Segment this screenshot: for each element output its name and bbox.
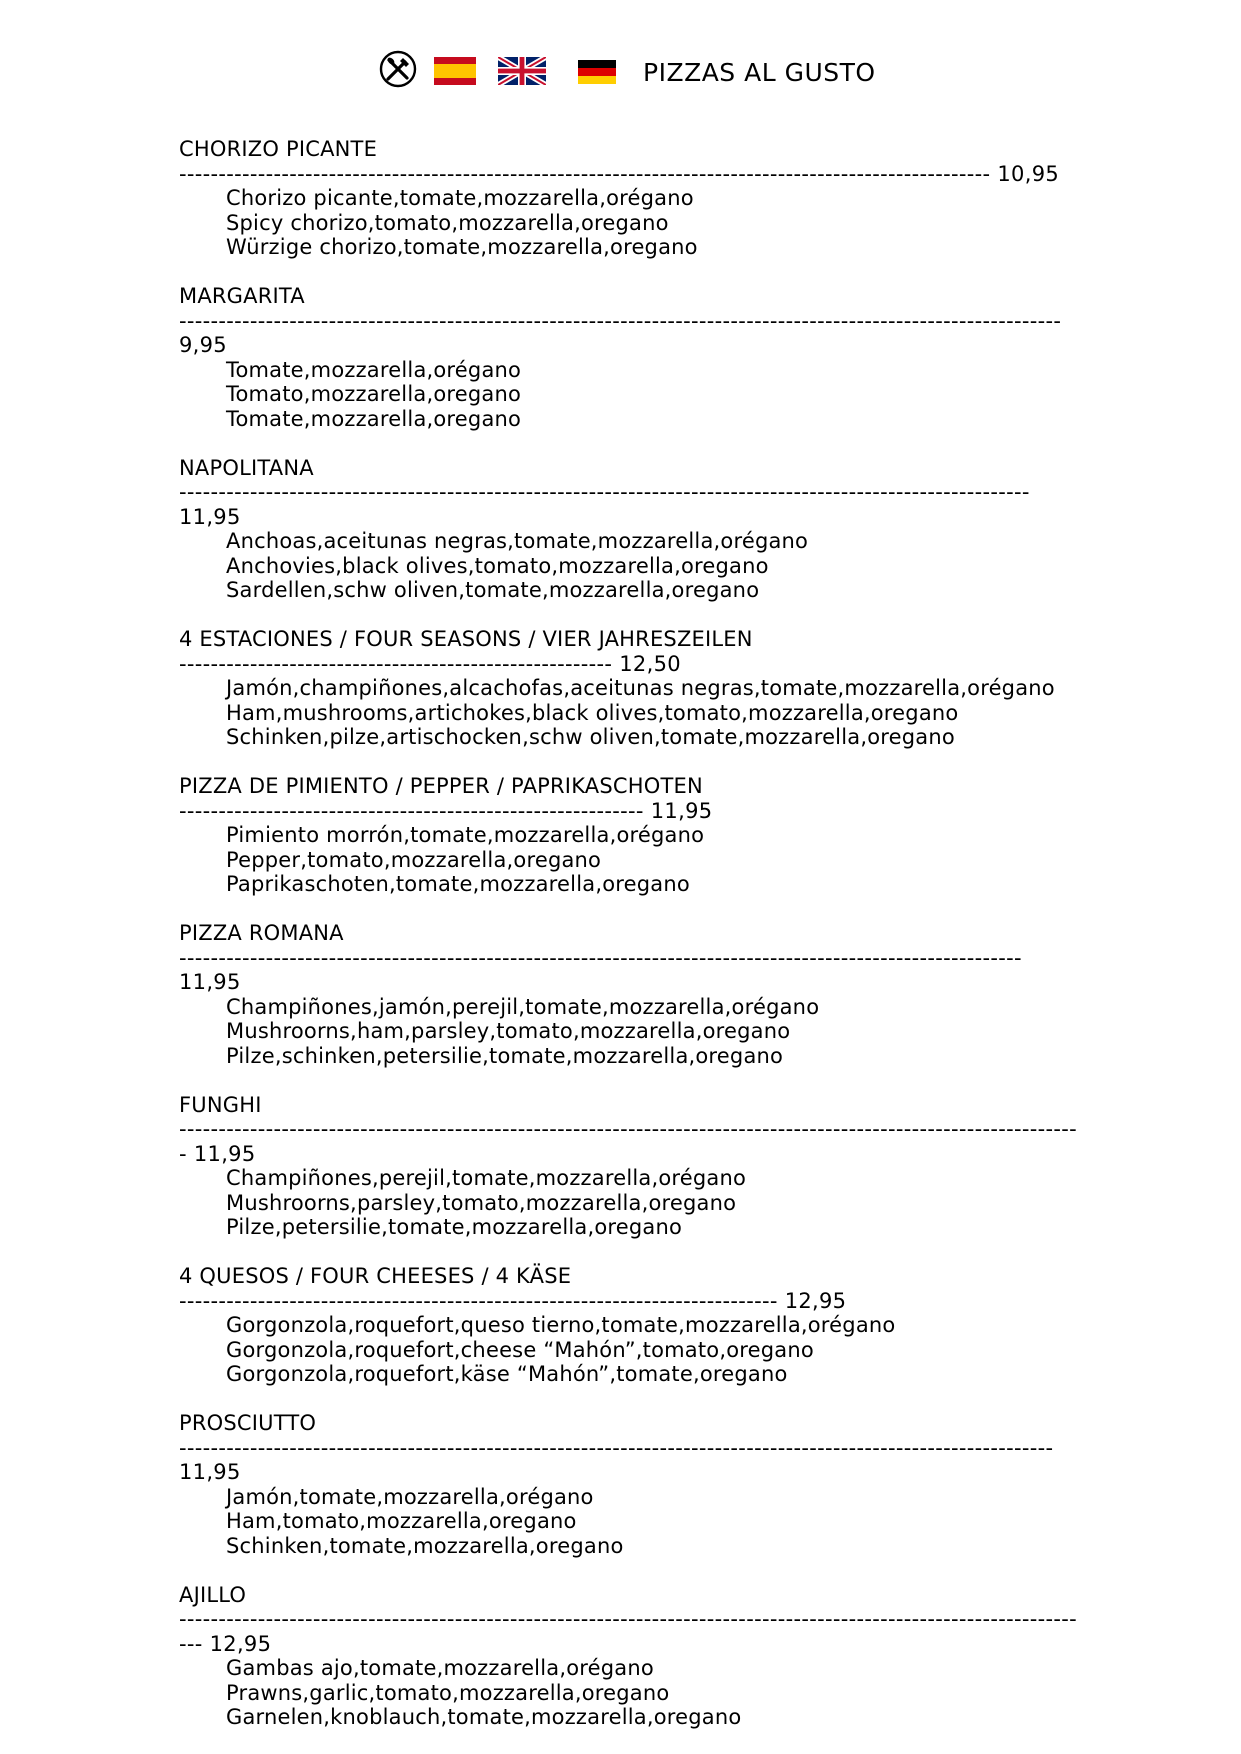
page-header (0, 48, 1241, 98)
menu-item-description: Würzige chorizo,tomate,mozzarella,oregano (226, 235, 698, 259)
menu-item-price-line (179, 1289, 1079, 1314)
menu-item-description: Tomato,mozzarella,oregano (226, 382, 522, 406)
menu-item-price: 9,95 (179, 333, 227, 357)
menu-item-name: MARGARITA (179, 284, 305, 308)
menu-item-description: Jamón,tomate,mozzarella,orégano (226, 1484, 594, 1509)
menu-item-name: NAPOLITANA (179, 455, 314, 480)
menu-item-description: Mushroorns,parsley,tomato,mozzarella,oregano (226, 1190, 737, 1215)
menu-item-price-line (179, 946, 1079, 995)
menu-item (179, 284, 1079, 431)
menu-item-price: 11,95 (179, 504, 241, 529)
menu-item-description: Pepper,tomato,mozzarella,oregano (226, 847, 602, 872)
menu-item-description: Spicy chorizo,tomato,mozzarella,oregano (226, 210, 669, 235)
uk-flag-icon (498, 57, 546, 85)
leader-dashes: --------------------------------------------------------------------------------------------------------------------- (179, 1607, 1078, 1656)
menu-item-description: Chorizo picante,tomate,mozzarella,orégano (226, 186, 694, 210)
cutlery-icon (379, 50, 417, 88)
menu-item-description: Gambas ajo,tomate,mozzarella,orégano (226, 1656, 654, 1680)
menu-item-description: Pilze,petersilie,tomate,mozzarella,oregano (226, 1215, 683, 1239)
menu-item-price-line (179, 1436, 1079, 1485)
menu-item-price: 11,95 (179, 970, 241, 994)
menu-item-name: PIZZA DE PIMIENTO / PEPPER / PAPRIKASCHOTEN (179, 774, 703, 798)
menu-item-description: Gorgonzola,roquefort,cheese “Mahón”,tomato,oregano (226, 1337, 814, 1362)
menu-item-price: 12,50 (619, 651, 681, 676)
menu-item-description: Jamón,champiñones,alcachofas,aceitunas negras,tomate,mozzarella,orégano (226, 676, 1055, 700)
menu-item-price: 11,95 (193, 1141, 256, 1166)
menu-item-name: AJILLO (179, 1582, 247, 1607)
menu-item-price-line (179, 1117, 1079, 1166)
leader-dashes: ---------------------------------------------------------------------------------------------------------------- (179, 308, 1062, 333)
menu-item-description: Garnelen,knoblauch,tomate,mozzarella,oregano (226, 1705, 742, 1729)
menu-item-name: FUNGHI (179, 1092, 262, 1117)
germany-flag-icon (578, 60, 616, 84)
menu-item-description: Ham,tomato,mozzarella,oregano (226, 1509, 577, 1533)
menu-item-description: Anchoas,aceitunas negras,tomate,mozzarella,orégano (226, 529, 809, 553)
leader-dashes: ------------------------------------------------------------------------------------------------------------------- (179, 1117, 1078, 1166)
menu-item-description: Sardellen,schw oliven,tomate,mozzarella,oregano (226, 578, 760, 602)
leader-dashes: ----------------------------------------------------------- (179, 798, 644, 823)
spain-flag-icon (434, 57, 476, 85)
menu-item-name: 4 QUESOS / FOUR CHEESES / 4 KÄSE (179, 1264, 572, 1288)
leader-dashes: ------------------------------------------------------------------------------------------------------- (179, 161, 991, 186)
menu-item-price: 11,95 (179, 1460, 241, 1484)
leader-dashes: --------------------------------------------------------------------------------------------------------------- (179, 1435, 1054, 1460)
menu-item-price-line (179, 652, 1079, 677)
menu-item-price-line (179, 309, 1079, 358)
menu-item-description: Gorgonzola,roquefort,queso tierno,tomate,mozzarella,orégano (226, 1313, 896, 1337)
menu-item-description: Tomate,mozzarella,orégano (226, 357, 522, 382)
menu-item-description: Mushroorns,ham,parsley,tomato,mozzarella,oregano (226, 1019, 791, 1043)
leader-dashes: ---------------------------------------------------------------------------- (179, 1288, 778, 1313)
menu-item (179, 1411, 1079, 1558)
menu-item-price-line (179, 799, 1079, 824)
menu-item (179, 1264, 1079, 1387)
menu-item-price-line (179, 1607, 1079, 1656)
menu-item-description: Prawns,garlic,tomato,mozzarella,oregano (226, 1680, 670, 1705)
menu-item-name: CHORIZO PICANTE (179, 137, 378, 161)
menu-item-description: Ham,mushrooms,artichokes,black olives,tomato,mozzarella,oregano (226, 700, 959, 725)
menu-item-description: Champiñones,perejil,tomate,mozzarella,orégano (226, 1166, 747, 1190)
menu-item (179, 456, 1079, 603)
menu-item-name: PIZZA ROMANA (179, 921, 344, 945)
menu-item-description: Pilze,schinken,petersilie,tomate,mozzarella,oregano (226, 1043, 784, 1068)
menu-item (179, 1583, 1079, 1730)
pizza-menu-list (179, 137, 1079, 1754)
menu-item (179, 921, 1079, 1068)
menu-item-description: Champiñones,jamón,perejil,tomate,mozzarella,orégano (226, 994, 820, 1019)
menu-item (179, 774, 1079, 897)
menu-item-description: Schinken,tomate,mozzarella,oregano (226, 1533, 624, 1558)
menu-item-price: 12,95 (784, 1288, 847, 1313)
menu-item (179, 627, 1079, 750)
menu-item-description: Paprikaschoten,tomate,mozzarella,oregano (226, 872, 690, 896)
menu-item-price: 10,95 (997, 161, 1060, 186)
menu-item-price-line (179, 162, 1079, 187)
menu-item-price: 11,95 (650, 798, 713, 823)
menu-item-name: 4 ESTACIONES / FOUR SEASONS / VIER JAHRESZEILEN (179, 627, 753, 651)
leader-dashes: ----------------------------------------------------------------------------------------------------------- (179, 945, 1022, 970)
menu-item-price: 12,95 (209, 1631, 272, 1656)
menu-item-price-line (179, 480, 1079, 529)
menu-item-description: Schinken,pilze,artischocken,schw oliven,tomate,mozzarella,oregano (226, 725, 955, 749)
leader-dashes: ------------------------------------------------------------------------------------------------------------ (179, 480, 1030, 504)
menu-item-description: Gorgonzola,roquefort,käse “Mahón”,tomate,oregano (226, 1362, 788, 1386)
menu-item (179, 1093, 1079, 1240)
menu-item-description: Anchovies,black olives,tomato,mozzarella,oregano (226, 553, 769, 578)
leader-dashes: ------------------------------------------------------- (179, 651, 613, 676)
menu-item (179, 137, 1079, 260)
page-title: PIZZAS AL GUSTO (643, 58, 876, 87)
menu-item-description: Tomate,mozzarella,oregano (226, 406, 522, 431)
menu-item-description: Pimiento morrón,tomate,mozzarella,orégano (226, 823, 705, 847)
menu-item-name: PROSCIUTTO (179, 1411, 317, 1435)
